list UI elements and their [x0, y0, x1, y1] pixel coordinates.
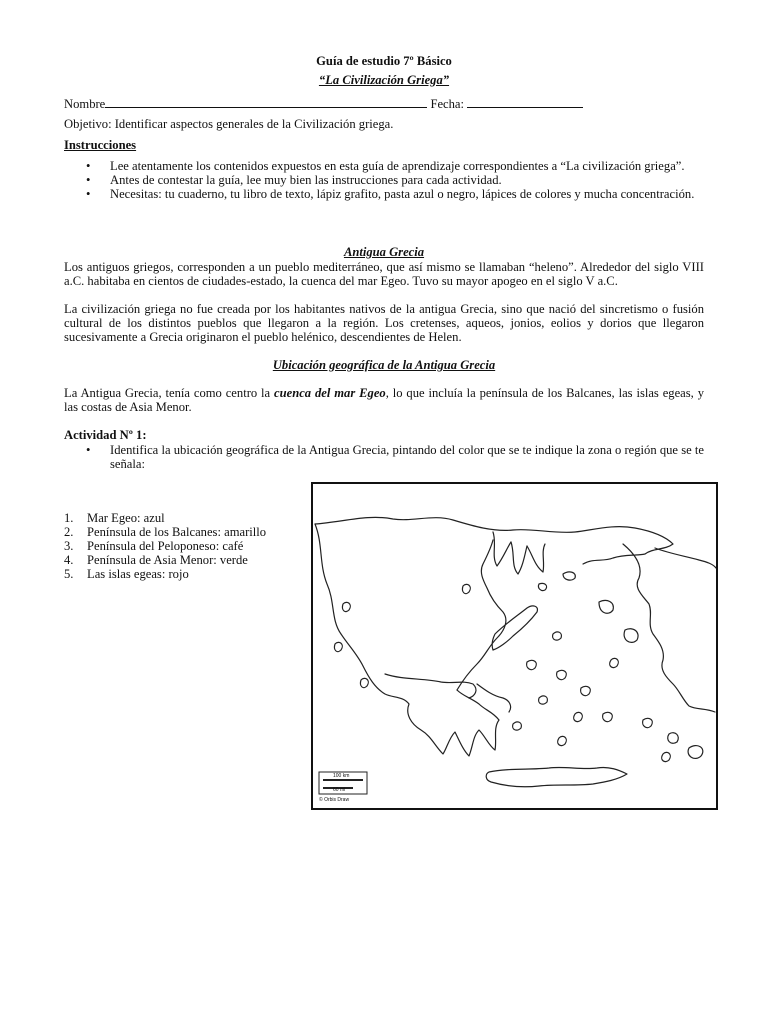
paragraph-griegos: Los antiguos griegos, corresponden a un pueblo mediterráneo, que así mismo se llamaban “heleno”. Alrededor del siglo VIII a.C. habitaba en cientos de ciudades-estado, la cuenca del mar Egeo. Tuvo su mayor apogeo en el siglo V a.C.	[64, 260, 704, 288]
name-label: Nombre	[64, 97, 106, 111]
color-key-list	[64, 511, 289, 581]
date-label: Fecha:	[430, 97, 465, 111]
paragraph-ubicacion-end: , lo que incluía la península de los Balcanes, las islas egeas, y las costas de Asia Menor.	[64, 386, 705, 414]
item-text: Península del Peloponeso: café	[87, 539, 244, 553]
map-scale-mi: 60 mi	[333, 787, 346, 793]
name-date-row	[64, 96, 704, 111]
instructions-heading: Instrucciones	[64, 138, 137, 152]
paragraph-civilizacion: La civilización griega no fue creada por los habitantes nativos de la antigua Grecia, sino que nació del sincretismo o fusión cultural de los distintos pueblos que llegaron a la región. Los cretenses, aqueos, jonios, eolios y dorios que llegaron sucesivamente a Grecia originaron el pueblo helénico, descendientes de Helen.	[64, 302, 704, 344]
item-text: Las islas egeas: rojo	[87, 567, 189, 581]
instructions-list	[64, 159, 704, 201]
list-item: • Lee atentamente los contenidos expuestos en esta guía de aprendizaje correspondientes a “La civilización griega”.	[64, 159, 704, 173]
item-number: 3.	[64, 539, 74, 553]
item-text: Península de los Balcanes: amarillo	[87, 525, 267, 539]
objective-text: Objetivo: Identificar aspectos generales de la Civilización griega.	[64, 117, 394, 131]
item-number: 5.	[64, 567, 74, 581]
item-number: 4.	[64, 553, 74, 567]
page-subtitle: “La Civilización Griega”	[318, 73, 450, 87]
item-text: Península de Asia Menor: verde	[87, 553, 248, 567]
list-item: • Necesitas: tu cuaderno, tu libro de texto, lápiz grafito, pasta azul o negro, lápices de colores y mucha concentración.	[64, 187, 704, 201]
list-item	[64, 553, 289, 567]
greece-outline-map[interactable]	[311, 482, 718, 810]
item-number: 2.	[64, 525, 74, 539]
list-item	[64, 525, 289, 539]
section-heading-ubicacion: Ubicación geográfica de la Antigua Grecia	[272, 358, 496, 372]
map-scale-km: 100 km	[333, 773, 350, 779]
item-number: 1.	[64, 511, 74, 525]
activity-instruction-list	[64, 443, 704, 471]
emphasis-cuenca-egeo: cuenca del mar Egeo	[274, 386, 386, 400]
list-item	[64, 539, 289, 553]
date-blank-line[interactable]	[467, 96, 583, 108]
paragraph-ubicacion-start: La Antigua Grecia, tenía como centro la	[64, 386, 275, 400]
list-item: • Antes de contestar la guía, lee muy bien las instrucciones para cada actividad.	[64, 173, 704, 187]
list-item: • Identifica la ubicación geográfica de la Antigua Grecia, pintando del color que se te indique la zona o región que se te señala:	[64, 443, 704, 471]
page-title: Guía de estudio 7º Básico	[316, 54, 452, 68]
paragraph-ubicacion	[64, 386, 704, 414]
map-copyright: © Orbis Draw	[319, 797, 350, 803]
section-heading-antigua-grecia: Antigua Grecia	[343, 245, 425, 259]
list-item	[64, 567, 289, 581]
list-item	[64, 511, 289, 525]
item-text: Mar Egeo: azul	[87, 511, 165, 525]
map-drawing	[313, 484, 716, 808]
activity-heading: Actividad Nº 1:	[64, 428, 147, 442]
name-blank-line[interactable]	[105, 96, 427, 108]
